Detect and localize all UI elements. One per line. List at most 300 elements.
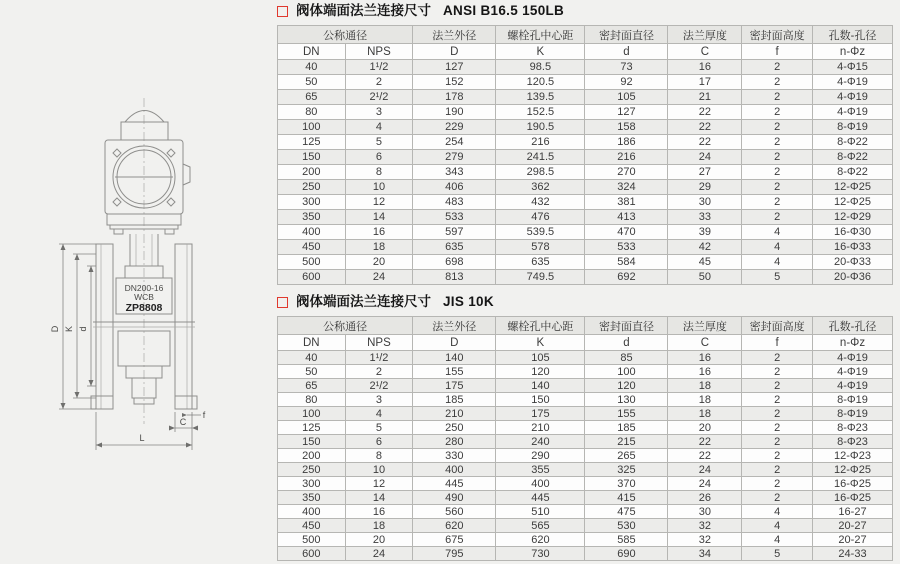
table-cell: 215 xyxy=(585,435,668,449)
table-cell: 42 xyxy=(668,240,742,255)
table-cell: 8-Φ22 xyxy=(813,135,893,150)
table-cell: 186 xyxy=(585,135,668,150)
table-cell: 16-Φ25 xyxy=(813,491,893,505)
table-row xyxy=(278,547,893,561)
section-title-text: 阀体端面法兰连接尺寸 xyxy=(296,3,431,18)
table-cell: 749.5 xyxy=(496,270,585,285)
table-cell: 698 xyxy=(413,255,496,270)
table-cell: 1¹/2 xyxy=(345,60,413,75)
table-cell: 560 xyxy=(413,505,496,519)
table-cell: 16-27 xyxy=(813,505,893,519)
table-cell: 635 xyxy=(413,240,496,255)
table-cell: 279 xyxy=(413,150,496,165)
table-cell: 8-Φ19 xyxy=(813,407,893,421)
table-cell: 100 xyxy=(278,407,346,421)
table-cell: 22 xyxy=(668,449,742,463)
table-cell: 330 xyxy=(413,449,496,463)
table-cell: 34 xyxy=(668,547,742,561)
table-cell: 280 xyxy=(413,435,496,449)
table-cell: 50 xyxy=(278,365,346,379)
table-cell: 400 xyxy=(278,225,346,240)
table-cell: 2 xyxy=(742,105,813,120)
dimension-lines-horizontal xyxy=(96,410,206,450)
table-cell: 14 xyxy=(345,491,413,505)
table-cell: 500 xyxy=(278,255,346,270)
table-row xyxy=(278,105,893,120)
table-cell: 127 xyxy=(585,105,668,120)
table-row xyxy=(278,365,893,379)
table-cell: 100 xyxy=(278,120,346,135)
valve-body xyxy=(116,278,172,314)
table-cell: 8-Φ22 xyxy=(813,165,893,180)
table-cell: 10 xyxy=(345,180,413,195)
column-group-header: 法兰外径 xyxy=(413,317,496,335)
table-cell: 39 xyxy=(668,225,742,240)
table-cell: 2 xyxy=(742,421,813,435)
column-group-header: 公称通径 xyxy=(278,317,413,335)
table-row xyxy=(278,533,893,547)
table-cell: 400 xyxy=(278,505,346,519)
valve-spec-label: DN200-16 xyxy=(124,283,164,293)
table-cell: 483 xyxy=(413,195,496,210)
table-cell: 158 xyxy=(585,120,668,135)
table-cell: 343 xyxy=(413,165,496,180)
table-cell: 2 xyxy=(742,379,813,393)
table-cell: 216 xyxy=(496,135,585,150)
table-cell: 300 xyxy=(278,195,346,210)
table-cell: 4 xyxy=(742,240,813,255)
flange-table-jis-10k xyxy=(277,316,893,561)
table-row xyxy=(278,270,893,285)
table-cell: 5 xyxy=(345,135,413,150)
table-cell: 3 xyxy=(345,393,413,407)
table-row xyxy=(278,90,893,105)
table-cell: 22 xyxy=(668,435,742,449)
column-subheader: D xyxy=(413,44,496,60)
table-cell: 620 xyxy=(413,519,496,533)
table-cell: 5 xyxy=(345,421,413,435)
column-subheader: K xyxy=(496,44,585,60)
dim-label-L: L xyxy=(139,433,145,443)
table-cell: 4-Φ15 xyxy=(813,60,893,75)
table-cell: 20-27 xyxy=(813,533,893,547)
column-subheader: C xyxy=(668,335,742,351)
table-cell: 406 xyxy=(413,180,496,195)
mounting-plate xyxy=(105,140,190,214)
table-cell: 510 xyxy=(496,505,585,519)
table-cell: 4 xyxy=(345,120,413,135)
column-subheader: D xyxy=(413,335,496,351)
column-group-header: 密封面直径 xyxy=(585,317,668,335)
table-cell: 20-27 xyxy=(813,519,893,533)
table-cell: 500 xyxy=(278,533,346,547)
table-cell: 12-Φ23 xyxy=(813,449,893,463)
table-row xyxy=(278,150,893,165)
table-cell: 533 xyxy=(413,210,496,225)
table-row xyxy=(278,135,893,150)
table-cell: 150 xyxy=(496,393,585,407)
table-cell: 241.5 xyxy=(496,150,585,165)
table-cell: 2 xyxy=(742,150,813,165)
table-cell: 33 xyxy=(668,210,742,225)
table-cell: 2 xyxy=(742,351,813,365)
table-cell: 584 xyxy=(585,255,668,270)
table-cell: 18 xyxy=(345,240,413,255)
table-cell: 152 xyxy=(413,75,496,90)
table-cell: 2 xyxy=(742,120,813,135)
table-cell: 8-Φ23 xyxy=(813,435,893,449)
table-cell: 475 xyxy=(585,505,668,519)
table-cell: 26 xyxy=(668,491,742,505)
table-cell: 324 xyxy=(585,180,668,195)
table-row xyxy=(278,165,893,180)
column-group-header: 密封面直径 xyxy=(585,26,668,44)
table-cell: 175 xyxy=(496,407,585,421)
table-cell: 178 xyxy=(413,90,496,105)
table-cell: 6 xyxy=(345,150,413,165)
table-cell: 250 xyxy=(413,421,496,435)
valve-model-label: ZP8808 xyxy=(125,302,163,314)
table-cell: 533 xyxy=(585,240,668,255)
table-cell: 4 xyxy=(742,505,813,519)
table-cell: 24 xyxy=(668,150,742,165)
table-cell: 18 xyxy=(668,379,742,393)
table-cell: 12-Φ29 xyxy=(813,210,893,225)
table-cell: 6 xyxy=(345,435,413,449)
table-cell: 2 xyxy=(742,180,813,195)
valve-material-label: WCB xyxy=(134,292,154,302)
column-subheader: d xyxy=(585,335,668,351)
table-cell: 4-Φ19 xyxy=(813,351,893,365)
table-cell: 30 xyxy=(668,505,742,519)
red-square-bullet-icon xyxy=(277,6,288,17)
table-cell: 2 xyxy=(742,210,813,225)
table-cell: 2 xyxy=(742,90,813,105)
section-title-jis xyxy=(277,295,893,309)
table-cell: 229 xyxy=(413,120,496,135)
table-cell: 40 xyxy=(278,60,346,75)
table-cell: 2 xyxy=(742,195,813,210)
column-group-header: 法兰厚度 xyxy=(668,26,742,44)
table-cell: 29 xyxy=(668,180,742,195)
table-cell: 476 xyxy=(496,210,585,225)
column-subheader: NPS xyxy=(345,335,413,351)
table-row xyxy=(278,421,893,435)
table-cell: 381 xyxy=(585,195,668,210)
table-cell: 400 xyxy=(496,477,585,491)
table-cell: 8-Φ22 xyxy=(813,150,893,165)
column-subheader: n-Φz xyxy=(813,44,893,60)
column-subheader: n-Φz xyxy=(813,335,893,351)
table-cell: 12-Φ25 xyxy=(813,180,893,195)
table-cell: 24 xyxy=(345,270,413,285)
flange-table-ansi-b16-5-150lb xyxy=(277,25,893,285)
table-cell: 185 xyxy=(585,421,668,435)
table-row xyxy=(278,519,893,533)
table-cell: 2 xyxy=(742,435,813,449)
table-cell: 12-Φ25 xyxy=(813,463,893,477)
table-cell: 2 xyxy=(742,365,813,379)
table-row xyxy=(278,351,893,365)
table-cell: 2 xyxy=(742,165,813,180)
column-subheader-row xyxy=(278,44,893,60)
table-cell: 350 xyxy=(278,210,346,225)
table-cell: 16 xyxy=(345,505,413,519)
table-cell: 2 xyxy=(742,449,813,463)
column-group-header: 密封面高度 xyxy=(742,317,813,335)
table-row xyxy=(278,477,893,491)
table-row xyxy=(278,75,893,90)
table-cell: 250 xyxy=(278,463,346,477)
table-cell: 254 xyxy=(413,135,496,150)
table-cell: 10 xyxy=(345,463,413,477)
table-cell: 370 xyxy=(585,477,668,491)
table-cell: 578 xyxy=(496,240,585,255)
table-cell: 240 xyxy=(496,435,585,449)
table-row xyxy=(278,120,893,135)
table-cell: 325 xyxy=(585,463,668,477)
table-cell: 450 xyxy=(278,240,346,255)
table-cell: 450 xyxy=(278,519,346,533)
column-group-header-row xyxy=(278,26,893,44)
table-cell: 2¹/2 xyxy=(345,379,413,393)
table-cell: 45 xyxy=(668,255,742,270)
table-cell: 20-Φ33 xyxy=(813,255,893,270)
table-cell: 2 xyxy=(742,135,813,150)
table-cell: 24 xyxy=(668,477,742,491)
table-cell: 4-Φ19 xyxy=(813,90,893,105)
table-cell: 120 xyxy=(496,365,585,379)
table-cell: 16-Φ25 xyxy=(813,477,893,491)
table-cell: 17 xyxy=(668,75,742,90)
table-row xyxy=(278,491,893,505)
table-row xyxy=(278,449,893,463)
table-cell: 120 xyxy=(585,379,668,393)
table-cell: 445 xyxy=(413,477,496,491)
table-cell: 20 xyxy=(668,421,742,435)
table-cell: 4 xyxy=(345,407,413,421)
table-cell: 265 xyxy=(585,449,668,463)
table-cell: 597 xyxy=(413,225,496,240)
column-subheader: DN xyxy=(278,44,346,60)
dim-label-D: D xyxy=(50,325,60,333)
column-subheader-row xyxy=(278,335,893,351)
table-row xyxy=(278,393,893,407)
table-cell: 20 xyxy=(345,533,413,547)
column-group-header: 公称通径 xyxy=(278,26,413,44)
table-cell: 8 xyxy=(345,165,413,180)
actuator-dome xyxy=(121,111,168,141)
dim-label-d: d xyxy=(78,326,88,332)
left-flange xyxy=(91,244,113,409)
table-cell: 24 xyxy=(668,463,742,477)
table-cell: 350 xyxy=(278,491,346,505)
table-cell: 8 xyxy=(345,449,413,463)
table-cell: 4 xyxy=(742,533,813,547)
table-cell: 12-Φ25 xyxy=(813,195,893,210)
table-cell: 139.5 xyxy=(496,90,585,105)
column-group-header: 螺栓孔中心距 xyxy=(496,26,585,44)
table-cell: 85 xyxy=(585,351,668,365)
table-cell: 30 xyxy=(668,195,742,210)
table-cell: 445 xyxy=(496,491,585,505)
standard-name: JIS 10K xyxy=(443,294,494,309)
table-cell: 16-Φ33 xyxy=(813,240,893,255)
table-cell: 565 xyxy=(496,519,585,533)
table-cell: 300 xyxy=(278,477,346,491)
table-cell: 125 xyxy=(278,421,346,435)
table-cell: 216 xyxy=(585,150,668,165)
table-cell: 190.5 xyxy=(496,120,585,135)
right-flange xyxy=(175,244,197,409)
table-cell: 813 xyxy=(413,270,496,285)
table-cell: 5 xyxy=(742,547,813,561)
dim-label-C: C xyxy=(179,417,187,427)
table-cell: 690 xyxy=(585,547,668,561)
table-cell: 4 xyxy=(742,519,813,533)
table-cell: 18 xyxy=(668,393,742,407)
table-cell: 21 xyxy=(668,90,742,105)
table-row xyxy=(278,435,893,449)
column-subheader: f xyxy=(742,335,813,351)
table-cell: 130 xyxy=(585,393,668,407)
table-cell: 155 xyxy=(585,407,668,421)
table-cell: 73 xyxy=(585,60,668,75)
table-cell: 290 xyxy=(496,449,585,463)
table-cell: 16 xyxy=(345,225,413,240)
column-group-header: 孔数-孔径 xyxy=(813,26,893,44)
table-cell: 200 xyxy=(278,449,346,463)
table-cell: 12 xyxy=(345,195,413,210)
table-cell: 355 xyxy=(496,463,585,477)
table-cell: 270 xyxy=(585,165,668,180)
column-group-header: 法兰外径 xyxy=(413,26,496,44)
table-cell: 8-Φ19 xyxy=(813,120,893,135)
table-cell: 600 xyxy=(278,547,346,561)
table-cell: 150 xyxy=(278,150,346,165)
table-cell: 2 xyxy=(742,407,813,421)
table-cell: 5 xyxy=(742,270,813,285)
table-cell: 620 xyxy=(496,533,585,547)
table-row xyxy=(278,180,893,195)
table-cell: 470 xyxy=(585,225,668,240)
valve-technical-drawing xyxy=(5,76,275,476)
table-cell: 210 xyxy=(496,421,585,435)
column-subheader: C xyxy=(668,44,742,60)
table-cell: 105 xyxy=(585,90,668,105)
column-group-header: 密封面高度 xyxy=(742,26,813,44)
table-cell: 65 xyxy=(278,379,346,393)
table-cell: 2 xyxy=(742,393,813,407)
table-cell: 127 xyxy=(413,60,496,75)
table-cell: 18 xyxy=(668,407,742,421)
table-row xyxy=(278,195,893,210)
table-cell: 210 xyxy=(413,407,496,421)
table-cell: 4 xyxy=(742,225,813,240)
table-cell: 1¹/2 xyxy=(345,351,413,365)
table-cell: 635 xyxy=(496,255,585,270)
table-cell: 3 xyxy=(345,105,413,120)
table-cell: 730 xyxy=(496,547,585,561)
table-row xyxy=(278,255,893,270)
column-subheader: d xyxy=(585,44,668,60)
table-cell: 50 xyxy=(278,75,346,90)
table-cell: 24 xyxy=(345,547,413,561)
table-row xyxy=(278,240,893,255)
table-cell: 20-Φ36 xyxy=(813,270,893,285)
table-cell: 100 xyxy=(585,365,668,379)
table-row xyxy=(278,463,893,477)
table-row xyxy=(278,379,893,393)
column-subheader: DN xyxy=(278,335,346,351)
table-row xyxy=(278,210,893,225)
table-cell: 150 xyxy=(278,435,346,449)
column-subheader: NPS xyxy=(345,44,413,60)
table-cell: 4-Φ19 xyxy=(813,365,893,379)
table-cell: 413 xyxy=(585,210,668,225)
column-group-header: 螺栓孔中心距 xyxy=(496,317,585,335)
table-cell: 400 xyxy=(413,463,496,477)
table-cell: 692 xyxy=(585,270,668,285)
table-row xyxy=(278,407,893,421)
table-cell: 4-Φ19 xyxy=(813,75,893,90)
table-cell: 2 xyxy=(345,365,413,379)
table-cell: 20 xyxy=(345,255,413,270)
table-cell: 200 xyxy=(278,165,346,180)
table-cell: 16 xyxy=(668,60,742,75)
table-cell: 105 xyxy=(496,351,585,365)
table-cell: 362 xyxy=(496,180,585,195)
table-cell: 2 xyxy=(742,491,813,505)
section-title-text: 阀体端面法兰连接尺寸 xyxy=(296,294,431,309)
table-cell: 8-Φ19 xyxy=(813,393,893,407)
table-cell: 190 xyxy=(413,105,496,120)
table-cell: 2 xyxy=(742,463,813,477)
table-cell: 2¹/2 xyxy=(345,90,413,105)
table-cell: 92 xyxy=(585,75,668,90)
table-cell: 2 xyxy=(742,477,813,491)
table-cell: 125 xyxy=(278,135,346,150)
table-cell: 50 xyxy=(668,270,742,285)
table-cell: 24-33 xyxy=(813,547,893,561)
table-cell: 14 xyxy=(345,210,413,225)
table-cell: 32 xyxy=(668,533,742,547)
table-cell: 80 xyxy=(278,393,346,407)
table-cell: 22 xyxy=(668,105,742,120)
table-cell: 539.5 xyxy=(496,225,585,240)
table-cell: 4-Φ19 xyxy=(813,105,893,120)
table-cell: 185 xyxy=(413,393,496,407)
table-cell: 65 xyxy=(278,90,346,105)
table-cell: 12 xyxy=(345,477,413,491)
table-cell: 675 xyxy=(413,533,496,547)
table-cell: 16-Φ30 xyxy=(813,225,893,240)
table-cell: 32 xyxy=(668,519,742,533)
table-cell: 80 xyxy=(278,105,346,120)
table-cell: 16 xyxy=(668,365,742,379)
table-cell: 415 xyxy=(585,491,668,505)
table-cell: 298.5 xyxy=(496,165,585,180)
column-subheader: f xyxy=(742,44,813,60)
table-cell: 585 xyxy=(585,533,668,547)
table-cell: 152.5 xyxy=(496,105,585,120)
table-cell: 98.5 xyxy=(496,60,585,75)
standard-name: ANSI B16.5 150LB xyxy=(443,3,565,18)
table-cell: 140 xyxy=(496,379,585,393)
table-cell: 2 xyxy=(742,75,813,90)
table-cell: 155 xyxy=(413,365,496,379)
table-cell: 22 xyxy=(668,120,742,135)
